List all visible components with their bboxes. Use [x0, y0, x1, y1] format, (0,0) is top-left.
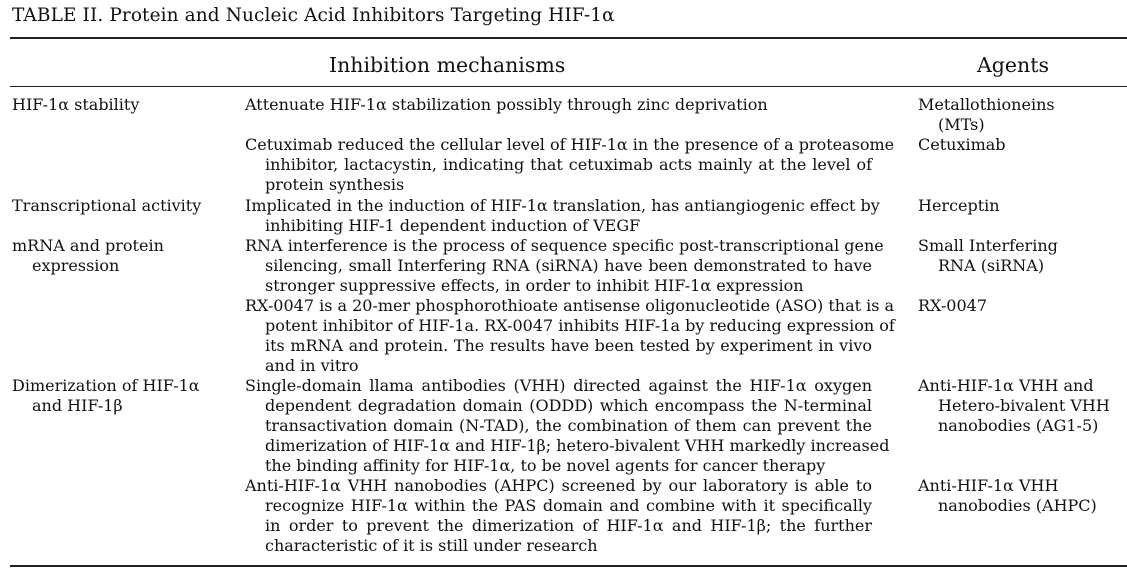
agent-line: Metallothioneins	[918, 95, 1055, 114]
agent-line: Cetuximab	[918, 135, 1006, 154]
mechanism-line: Single-domain llama antibodies (VHH) directed against the HIF-1α oxygen	[245, 376, 872, 395]
mechanism-line: dimerization of HIF-1α and HIF-1β; hetero-bivalent VHH markedly increased	[265, 436, 890, 455]
mechanism-line: Implicated in the induction of HIF-1α translation, has antiangiogenic effect by	[245, 196, 880, 215]
category-cell	[12, 196, 201, 216]
category-line: HIF-1α stability	[12, 95, 140, 114]
mechanism-line: RNA interference is the process of sequence specific post-transcriptional gene	[245, 236, 884, 255]
header-inhibition-mechanisms: Inhibition mechanisms	[329, 53, 566, 77]
category-cell	[12, 376, 200, 416]
mechanism-line: in order to prevent the dimerization of HIF-1α and HIF-1β; the further	[265, 516, 872, 535]
mechanism-line: silencing, small Interfering RNA (siRNA) have been demonstrated to have	[265, 256, 872, 275]
mechanism-line: inhibitor, lactacystin, indicating that cetuximab acts mainly at the level of	[265, 155, 872, 174]
mechanism-line: Cetuximab reduced the cellular level of HIF-1α in the presence of a proteasome	[245, 135, 895, 154]
mechanism-line: and in vitro	[265, 356, 359, 375]
agent-cell	[918, 296, 987, 316]
mechanism-line: transactivation domain (N-TAD), the combination of them can prevent the	[265, 416, 872, 435]
agent-cell	[918, 236, 1058, 276]
category-line: expression	[32, 256, 120, 275]
mechanism-line: RX-0047 is a 20-mer phosphorothioate antisense oligonucleotide (ASO) that is a	[245, 296, 895, 315]
agent-cell	[918, 476, 1097, 516]
agent-line: RX-0047	[918, 296, 987, 315]
category-line: Dimerization of HIF-1α	[12, 376, 200, 395]
mechanism-line: characteristic of it is still under research	[265, 536, 598, 555]
mechanism-cell	[245, 476, 872, 556]
mechanism-line: its mRNA and protein. The results have been tested by experiment in vivo	[265, 336, 872, 355]
bottom-rule	[10, 565, 1127, 567]
category-line: Transcriptional activity	[12, 196, 202, 215]
agent-cell	[918, 196, 1000, 216]
agent-line: Hetero-bivalent VHH	[938, 396, 1110, 415]
agent-cell	[918, 135, 1006, 155]
table-caption: TABLE II. Protein and Nucleic Acid Inhibitors Targeting HIF-1α	[12, 5, 615, 26]
mechanism-line: inhibiting HIF-1 dependent induction of VEGF	[265, 216, 641, 235]
mechanism-line: Attenuate HIF-1α stabilization possibly through zinc deprivation	[245, 95, 768, 114]
category-line: mRNA and protein	[12, 236, 164, 255]
mechanism-cell	[245, 95, 872, 115]
agent-line: RNA (siRNA)	[938, 256, 1045, 275]
agent-line: (MTs)	[938, 115, 985, 134]
mechanism-line: dependent degradation domain (ODDD) which encompass the N-terminal	[265, 396, 872, 415]
agent-line: nanobodies (AHPC)	[938, 496, 1097, 515]
mechanism-cell	[245, 196, 880, 236]
agent-cell	[918, 95, 1055, 135]
top-rule	[10, 37, 1127, 39]
header-agents: Agents	[977, 53, 1050, 77]
mechanism-cell	[245, 236, 884, 296]
mechanism-cell	[245, 135, 895, 195]
agent-line: Small Interfering	[918, 236, 1058, 255]
agent-line: Anti-HIF-1α VHH and	[918, 376, 1094, 395]
category-cell	[12, 95, 139, 115]
mechanism-line: stronger suppressive effects, in order to inhibit HIF-1α expression	[265, 276, 804, 295]
header-rule	[10, 86, 1127, 87]
mechanism-line: Anti-HIF-1α VHH nanobodies (AHPC) screened by our laboratory is able to	[245, 476, 872, 495]
category-line: and HIF-1β	[32, 396, 123, 415]
agent-line: nanobodies (AG1-5)	[938, 416, 1099, 435]
mechanism-cell	[245, 296, 895, 376]
mechanism-cell	[245, 376, 890, 476]
agent-cell	[918, 376, 1110, 436]
agent-line: Herceptin	[918, 196, 1000, 215]
mechanism-line: recognize HIF-1α within the PAS domain and combine with it specifically	[265, 496, 872, 515]
mechanism-line: protein synthesis	[265, 175, 405, 194]
mechanism-line: the binding affinity for HIF-1α, to be novel agents for cancer therapy	[265, 456, 826, 475]
category-cell	[12, 236, 164, 276]
agent-line: Anti-HIF-1α VHH	[918, 476, 1059, 495]
mechanism-line: potent inhibitor of HIF-1a. RX-0047 inhibits HIF-1a by reducing expression of	[265, 316, 895, 335]
